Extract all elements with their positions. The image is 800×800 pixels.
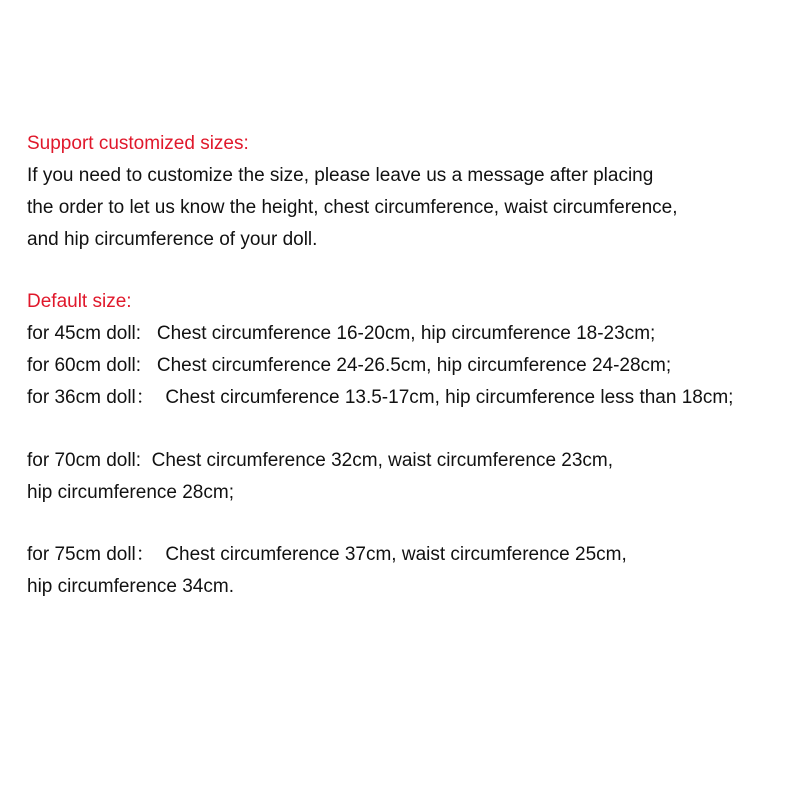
size-75cm-line-1: for 75cm doll： Chest circumference 37cm, waist circumference 25cm, (27, 544, 627, 565)
custom-sizes-text-line-3: and hip circumference of your doll. (27, 229, 318, 250)
custom-sizes-heading: Support customized sizes: (27, 133, 249, 154)
default-size-36cm: for 36cm doll： Chest circumference 13.5-17cm, hip circumference less than 18cm; (27, 387, 734, 408)
default-size-60cm: for 60cm doll: Chest circumference 24-26.5cm, hip circumference 24-28cm; (27, 355, 672, 376)
custom-sizes-text-line-2: the order to let us know the height, chest circumference, waist circumference, (27, 197, 678, 218)
size-70cm-line-2: hip circumference 28cm; (27, 482, 234, 503)
default-size-heading: Default size: (27, 291, 132, 312)
default-size-45cm: for 45cm doll: Chest circumference 16-20cm, hip circumference 18-23cm; (27, 323, 656, 344)
size-70cm-line-1: for 70cm doll: Chest circumference 32cm, waist circumference 23cm, (27, 450, 614, 471)
size-75cm-line-2: hip circumference 34cm. (27, 576, 234, 597)
custom-sizes-text-line-1: If you need to customize the size, please leave us a message after placing (27, 165, 654, 186)
